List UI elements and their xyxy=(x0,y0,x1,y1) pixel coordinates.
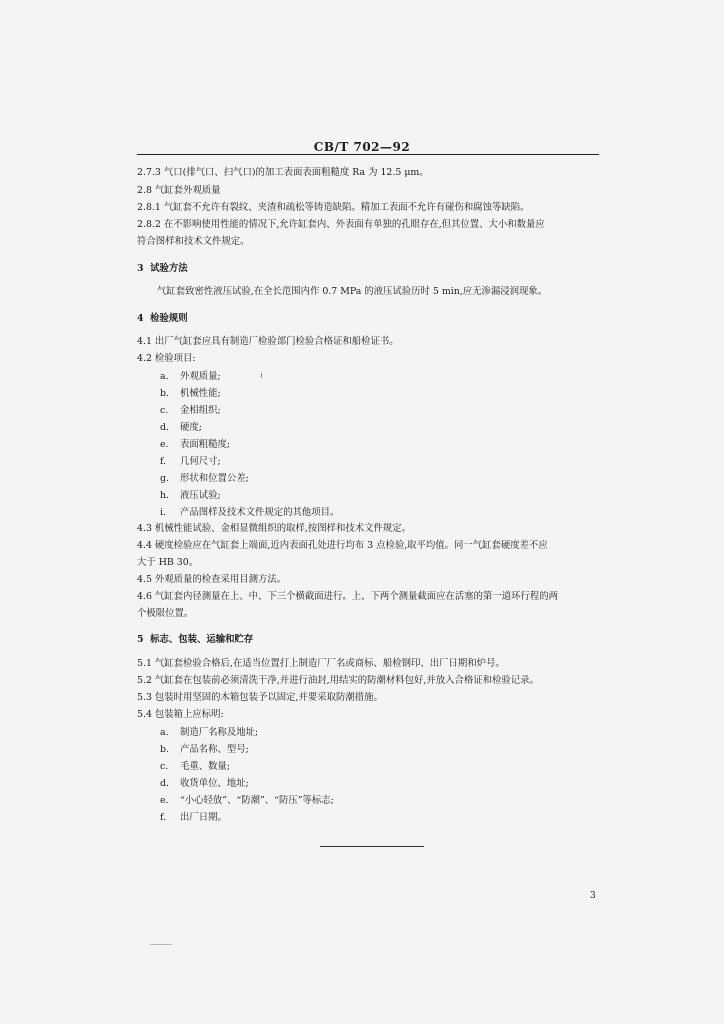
clause-text: 气缸套外观质量 xyxy=(154,185,221,196)
clause-text: 在不影响使用性能的情况下,允许缸套内、外表面有单独的孔眼存在,但其位置、大小和数量应 xyxy=(163,219,545,230)
section-title: 标志、包装、运输和贮存 xyxy=(150,634,254,645)
clause-5-4 xyxy=(137,708,224,721)
clause-text: 外观质量的检查采用目测方法。 xyxy=(154,574,287,585)
clause-4-3 xyxy=(137,522,411,535)
scan-speck xyxy=(261,373,262,378)
scan-mark xyxy=(150,944,172,945)
clause-text: 气缸套在包装前必须清洗干净,并进行油封,用结实的防潮材料包好,并放入合格证和检验记录。 xyxy=(154,675,539,686)
list-item: f. 几何尺寸; xyxy=(160,456,221,467)
clause-text: 出厂气缸套应具有制造厂检验部门检验合格证和船检证书。 xyxy=(154,336,399,347)
header-rule xyxy=(137,154,599,155)
clause-text: 气缸套检验合格后,在适当位置打上制造厂厂名或商标、船检钢印、出厂日期和炉号。 xyxy=(154,658,505,669)
clause-number: 2.7.3 xyxy=(137,167,161,178)
clause-4-1 xyxy=(137,335,399,348)
list-item: e. “小心轻放”、“防潮”、“防压”等标志; xyxy=(160,795,334,806)
clause-text: 气缸套内径测量在上、中、下三个横截面进行。上、下两个测量截面应在活塞的第一道环行程的两 xyxy=(154,591,559,602)
clause-number: 2.8.2 xyxy=(137,219,161,230)
clause-4-6 xyxy=(137,590,558,603)
clause-number: 5.2 xyxy=(137,675,152,686)
clause-4-4 xyxy=(137,539,548,552)
end-rule xyxy=(320,846,424,847)
list-item: f. 出厂日期。 xyxy=(160,812,227,823)
clause-number: 5.3 xyxy=(137,692,152,703)
clause-2-7-3 xyxy=(137,166,429,179)
clause-text: 气缸套不允许有裂纹、夹渣和疏松等铸造缺陷。精加工表面不允许有碰伤和腐蚀等缺陷。 xyxy=(163,202,530,213)
clause-2-8-2-continuation: 符合图样和技术文件规定。 xyxy=(137,236,250,247)
section-title: 试验方法 xyxy=(150,263,188,274)
clause-number: 5.4 xyxy=(137,709,152,720)
clause-4-5 xyxy=(137,573,286,586)
clause-number: 4.3 xyxy=(137,523,152,534)
list-item: h. 液压试验; xyxy=(160,490,221,501)
section-number: 4 xyxy=(137,313,144,324)
clause-number: 4.1 xyxy=(137,336,152,347)
clause-2-8 xyxy=(137,184,221,197)
clause-number: 4.5 xyxy=(137,574,152,585)
section-3-paragraph: 气缸套致密性液压试验,在全长范围内作 0.7 MPa 的液压试验历时 5 min,应无渗漏浸润现象。 xyxy=(157,286,548,297)
section-5-heading xyxy=(137,633,253,646)
section-number: 3 xyxy=(137,263,144,274)
list-item: b. 产品名称、型号; xyxy=(160,744,249,755)
clause-5-2 xyxy=(137,674,539,687)
list-item: b. 机械性能; xyxy=(160,388,221,399)
clause-2-8-2 xyxy=(137,218,545,231)
clause-number: 4.2 xyxy=(137,353,152,364)
clause-number: 4.6 xyxy=(137,591,152,602)
clause-4-2 xyxy=(137,352,196,365)
clause-text: 包装时用坚固的木箱包装予以固定,并要采取防潮措施。 xyxy=(154,692,383,703)
list-item: i. 产品图样及技术文件规定的其他项目。 xyxy=(160,507,340,518)
section-4-heading xyxy=(137,312,188,325)
list-item: g. 形状和位置公差; xyxy=(160,473,249,484)
list-item: e. 表面粗糙度; xyxy=(160,439,231,450)
section-number: 5 xyxy=(137,634,144,645)
list-item: c. 毛重、数量; xyxy=(160,761,231,772)
list-item: a. 外观质量; xyxy=(160,371,221,382)
clause-5-3 xyxy=(137,691,383,704)
clause-number: 4.4 xyxy=(137,540,152,551)
list-item: d. 硬度; xyxy=(160,422,202,433)
clause-text: 包装箱上应标明: xyxy=(154,709,224,720)
list-item: c. 金相组织; xyxy=(160,405,221,416)
page-header: CB/T 702—92 xyxy=(313,140,411,154)
page-number: 3 xyxy=(590,891,596,901)
clause-text: 机械性能试验、金相显微组织的取样,按图样和技术文件规定。 xyxy=(154,523,412,534)
clause-4-6-continuation: 个极限位置。 xyxy=(137,608,194,619)
list-item: d. 收货单位、地址; xyxy=(160,778,249,789)
clause-number: 2.8.1 xyxy=(137,202,161,213)
clause-text: 检验项目: xyxy=(154,353,196,364)
clause-text: 硬度检验应在气缸套上端面,近内表面孔处进行均布 3 点检验,取平均值。同一气缸套硬度差不应 xyxy=(154,540,548,551)
clause-number: 2.8 xyxy=(137,185,152,196)
section-title: 检验规则 xyxy=(150,313,188,324)
clause-text: 气口(排气口、扫气口)的加工表面表面粗糙度 Ra 为 12.5 μm。 xyxy=(163,167,429,178)
clause-4-4-continuation: 大于 HB 30。 xyxy=(137,557,199,568)
section-3-heading xyxy=(137,262,188,275)
clause-number: 5.1 xyxy=(137,658,152,669)
list-item: a. 制造厂名称及地址; xyxy=(160,727,259,738)
clause-2-8-1 xyxy=(137,201,529,214)
clause-5-1 xyxy=(137,657,505,670)
